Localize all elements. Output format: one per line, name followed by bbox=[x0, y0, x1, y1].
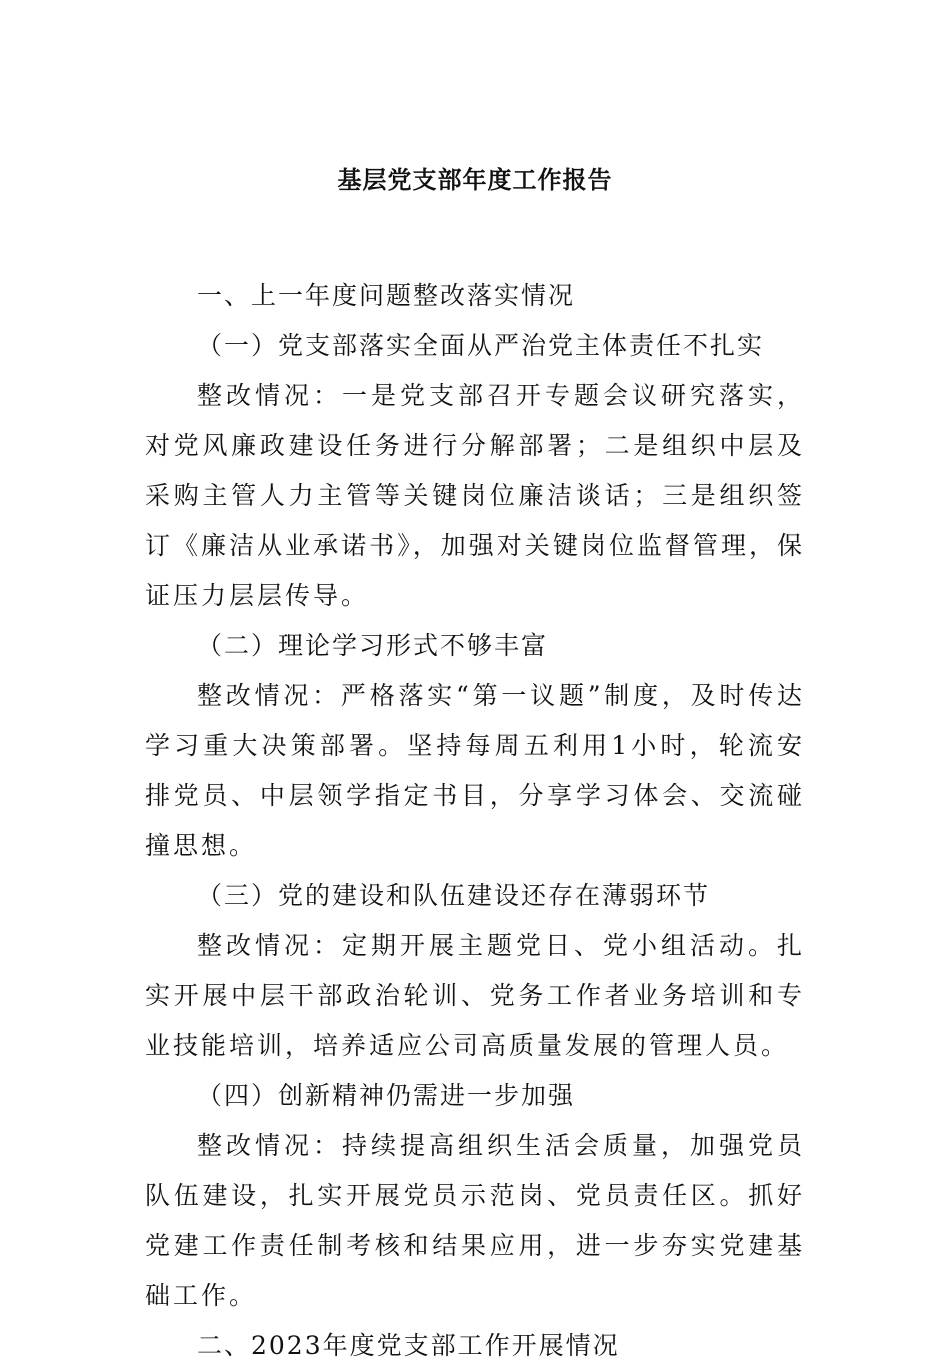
section-heading-1: 一、上一年度问题整改落实情况 bbox=[197, 281, 576, 310]
subsection-heading-2: （二）理论学习形式不够丰富 bbox=[197, 631, 549, 660]
paragraph-rectification-3: 整改情况：定期开展主题党日、党小组活动。扎实开展中层干部政治轮训、党务工作者业务培训和专业技能培训，培养适应公司高质量发展的管理人员。 bbox=[145, 931, 805, 1060]
paragraph-rectification-4: 整改情况：持续提高组织生活会质量，加强党员队伍建设，扎实开展党员示范岗、党员责任区。抓好党建工作责任制考核和结果应用，进一步夯实党建基础工作。 bbox=[145, 1131, 805, 1310]
page-title: 基层党支部年度工作报告 bbox=[337, 165, 613, 194]
subsection-heading-3: （三）党的建设和队伍建设还存在薄弱环节 bbox=[197, 881, 711, 910]
document-body bbox=[145, 271, 805, 1371]
paragraph-rectification-2: 整改情况：严格落实“第一议题”制度，及时传达学习重大决策部署。坚持每周五利用1小时，轮流安排党员、中层领学指定书目，分享学习体会、交流碰撞思想。 bbox=[145, 681, 805, 860]
paragraph-rectification-1: 整改情况：一是党支部召开专题会议研究落实，对党风廉政建设任务进行分解部署；二是组织中层及采购主管人力主管等关键岗位廉洁谈话；三是组织签订《廉洁从业承诺书》，加强对关键岗位监督管理，保证压力层层传导。 bbox=[145, 381, 805, 610]
section-heading-2: 二、2023年度党支部工作开展情况 bbox=[197, 1331, 620, 1360]
subsection-heading-4: （四）创新精神仍需进一步加强 bbox=[197, 1081, 576, 1110]
subsection-heading-1: （一）党支部落实全面从严治党主体责任不扎实 bbox=[197, 331, 765, 360]
